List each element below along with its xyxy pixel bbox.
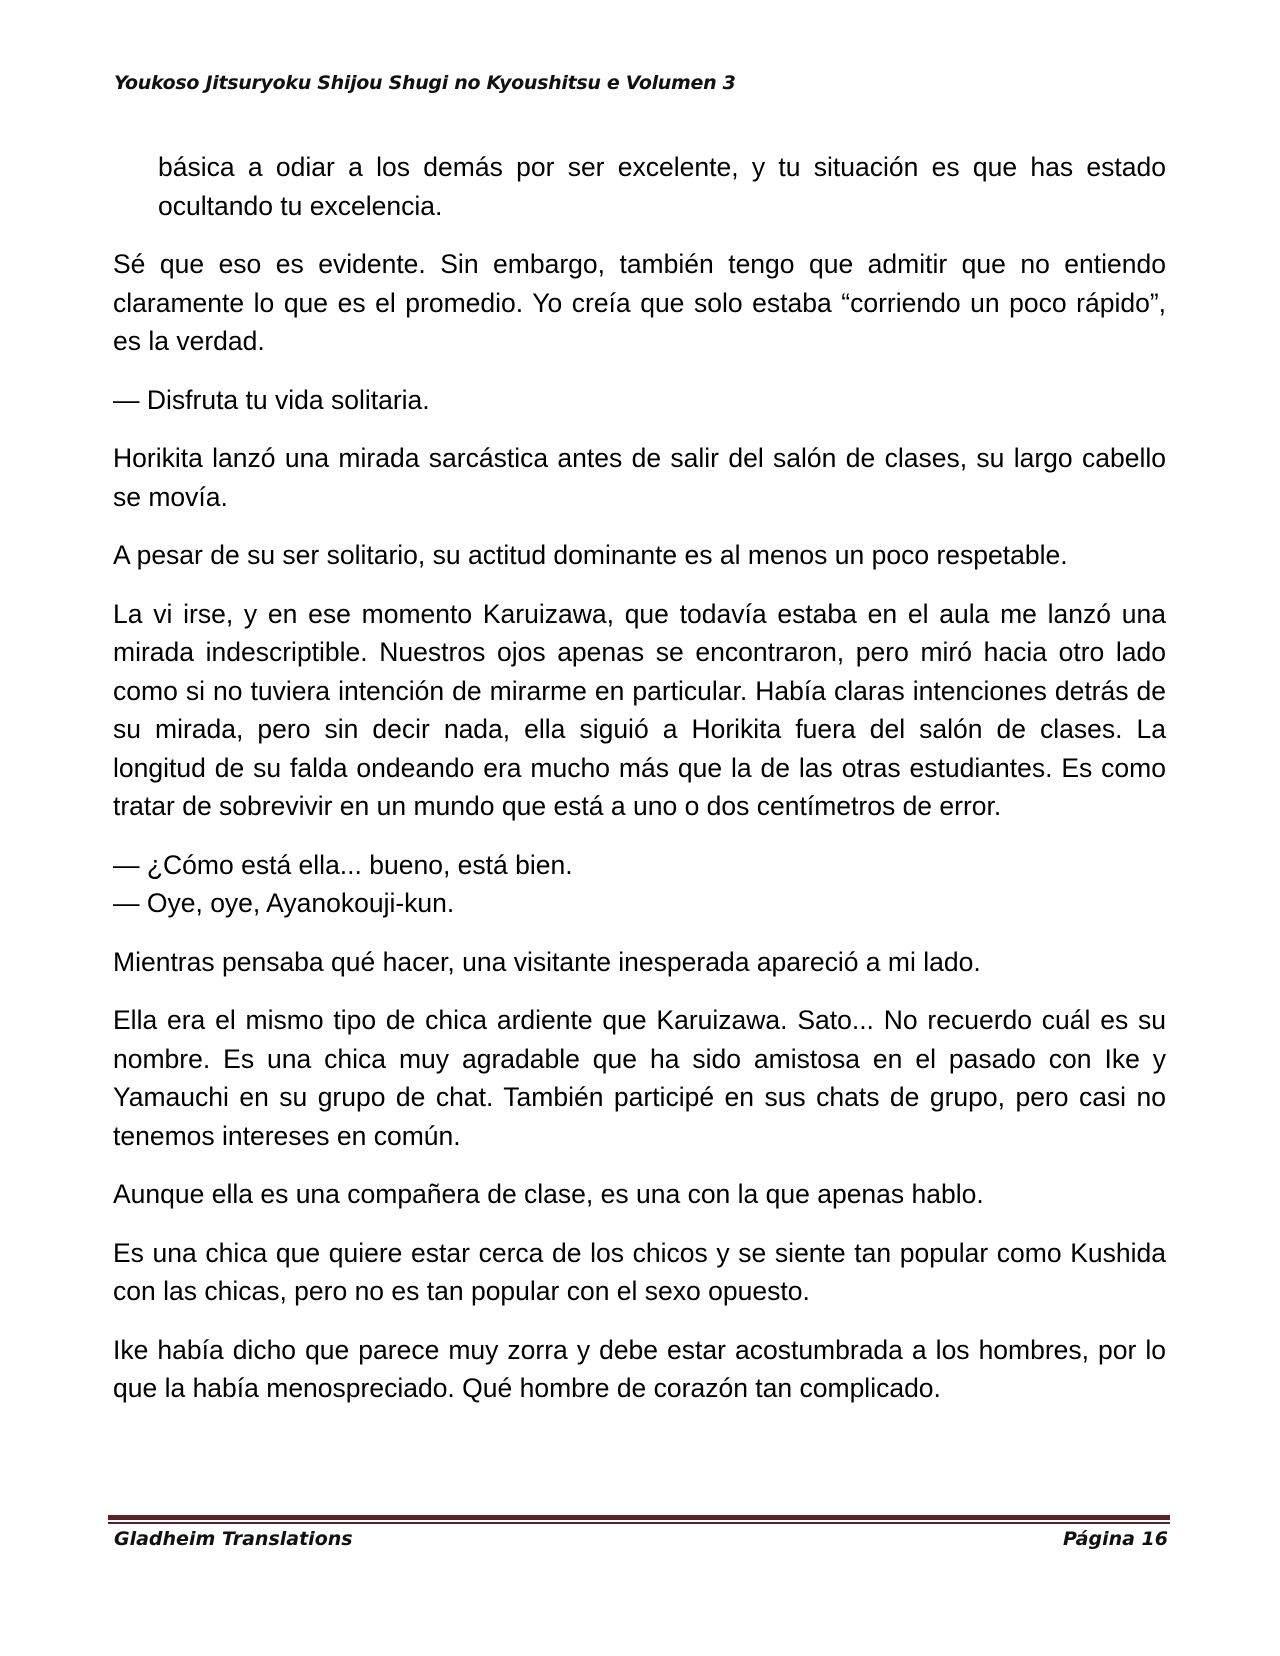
paragraph: Aunque ella es una compañera de clase, es una con la que apenas hablo. — [113, 1179, 984, 1209]
footer-divider-thin — [108, 1522, 1170, 1524]
footer-divider — [108, 1515, 1170, 1525]
dialogue-group — [113, 846, 1166, 923]
paragraph: Sé que eso es evidente. Sin embargo, también tengo que admitir que no entiendo claramente lo que es el promedio. Yo creía que solo estaba “corriendo un poco rápido”, es la verdad. — [113, 249, 1166, 356]
paragraph: Horikita lanzó una mirada sarcástica antes de salir del salón de clases, su largo cabello se movía. — [113, 443, 1166, 512]
dialogue-line: — Disfruta tu vida solitaria. — [113, 384, 430, 415]
paragraph: Es una chica que quiere estar cerca de los chicos y se siente tan popular como Kushida con las chicas, pero no es tan popular con el sexo opuesto. — [113, 1237, 1166, 1306]
page-body — [113, 148, 1166, 1428]
footer-divider-thick — [108, 1515, 1170, 1520]
paragraph: Ike había dicho que parece muy zorra y debe estar acostumbrada a los hombres, por lo que la había menospreciado. Qué hombre de corazón tan complicado. — [113, 1334, 1166, 1403]
page-header-title: Youkoso Jitsuryoku Shijou Shugi no Kyoushitsu e Volumen 3 — [114, 72, 736, 94]
paragraph: A pesar de su ser solitario, su actitud dominante es al menos un poco respetable. — [113, 540, 1068, 570]
dialogue-line: — ¿Cómo está ella... bueno, está bien. — [113, 849, 573, 880]
footer-page-number: Página 16 — [1062, 1528, 1168, 1550]
dialogue-line: — Oye, oye, Ayanokouji-kun. — [113, 888, 455, 918]
paragraph-continuation: básica a odiar a los demás por ser excelente, y tu situación es que has estado ocultando tu excelencia. — [158, 152, 1166, 221]
paragraph: Mientras pensaba qué hacer, una visitante inesperada apareció a mi lado. — [113, 946, 981, 977]
paragraph: Ella era el mismo tipo de chica ardiente que Karuizawa. Sato... No recuerdo cuál es su nombre. Es una chica muy agradable que ha sido amistosa en el pasado con Ike y Yamauchi en su grupo de chat. También participé en sus chats de grupo, pero casi no tenemos intereses en común. — [113, 1005, 1166, 1151]
paragraph: La vi irse, y en ese momento Karuizawa, que todavía estaba en el aula me lanzó una mirada indescriptible. Nuestros ojos apenas se encontraron, pero miró hacia otro lado como si no tuviera intención de mirarme en particular. Había claras intenciones detrás de su mirada, pero sin decir nada, ella siguió a Horikita fuera del salón de clases. La longitud de su falda ondeando era mucho más que la de las otras estudiantes. Es como tratar de sobrevivir en un mundo que está a uno o dos centímetros de error. — [113, 598, 1166, 821]
footer-publisher: Gladheim Translations — [114, 1528, 353, 1550]
